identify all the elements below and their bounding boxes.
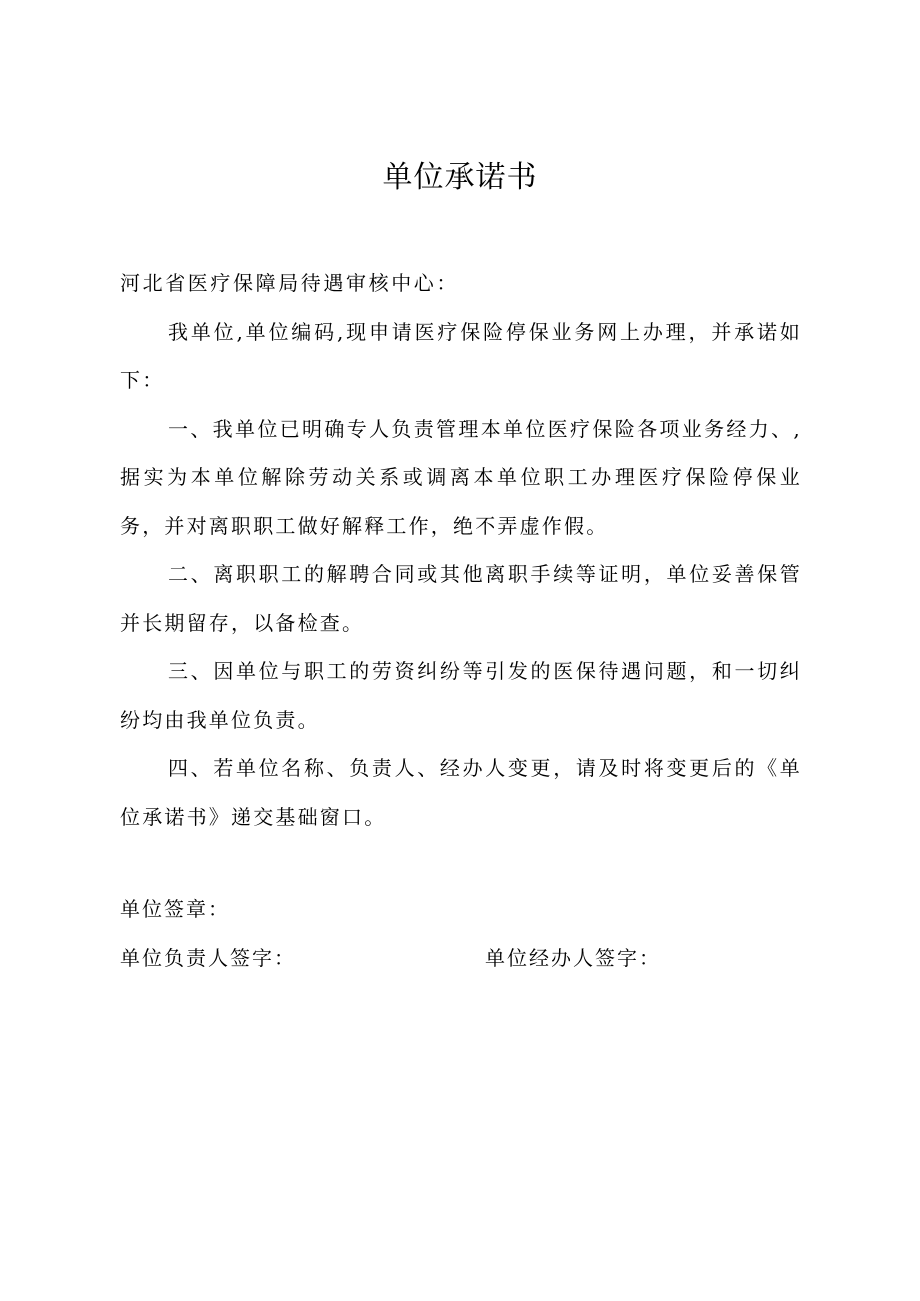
commitment-item-4: 四、若单位名称、负责人、经办人变更，请及时将变更后的《单位承诺书》递交基础窗口。 <box>120 756 802 829</box>
signature-section <box>120 885 802 982</box>
handler-signature-label: 单位经办人签字： <box>485 945 661 970</box>
commitment-item-3: 三、因单位与职工的劳资纠纷等引发的医保待遇问题，和一切纠纷均由我单位负责。 <box>120 659 802 732</box>
signature-row <box>120 934 802 983</box>
head-signature-label: 单位负责人签字： <box>120 945 296 970</box>
document-title: 单位承诺书 <box>382 160 538 195</box>
document-body <box>120 259 802 841</box>
commitment-item-1: 一、我单位已明确专人负责管理本单位医疗保险各项业务经力、,据实为本单位解除劳动关系或调离本单位职工办理医疗保险停保业务，并对离职职工做好解释工作，绝不弄虚作假。 <box>120 416 802 538</box>
intro-paragraph: 我单位,单位编码,现申请医疗保险停保业务网上办理，并承诺如下： <box>120 319 802 392</box>
salutation: 河北省医疗保障局待遇审核中心： <box>120 271 459 295</box>
seal-label: 单位签章： <box>120 897 230 921</box>
commitment-item-2: 二、离职职工的解聘合同或其他离职手续等证明，单位妥善保管并长期留存，以备检查。 <box>120 562 802 635</box>
